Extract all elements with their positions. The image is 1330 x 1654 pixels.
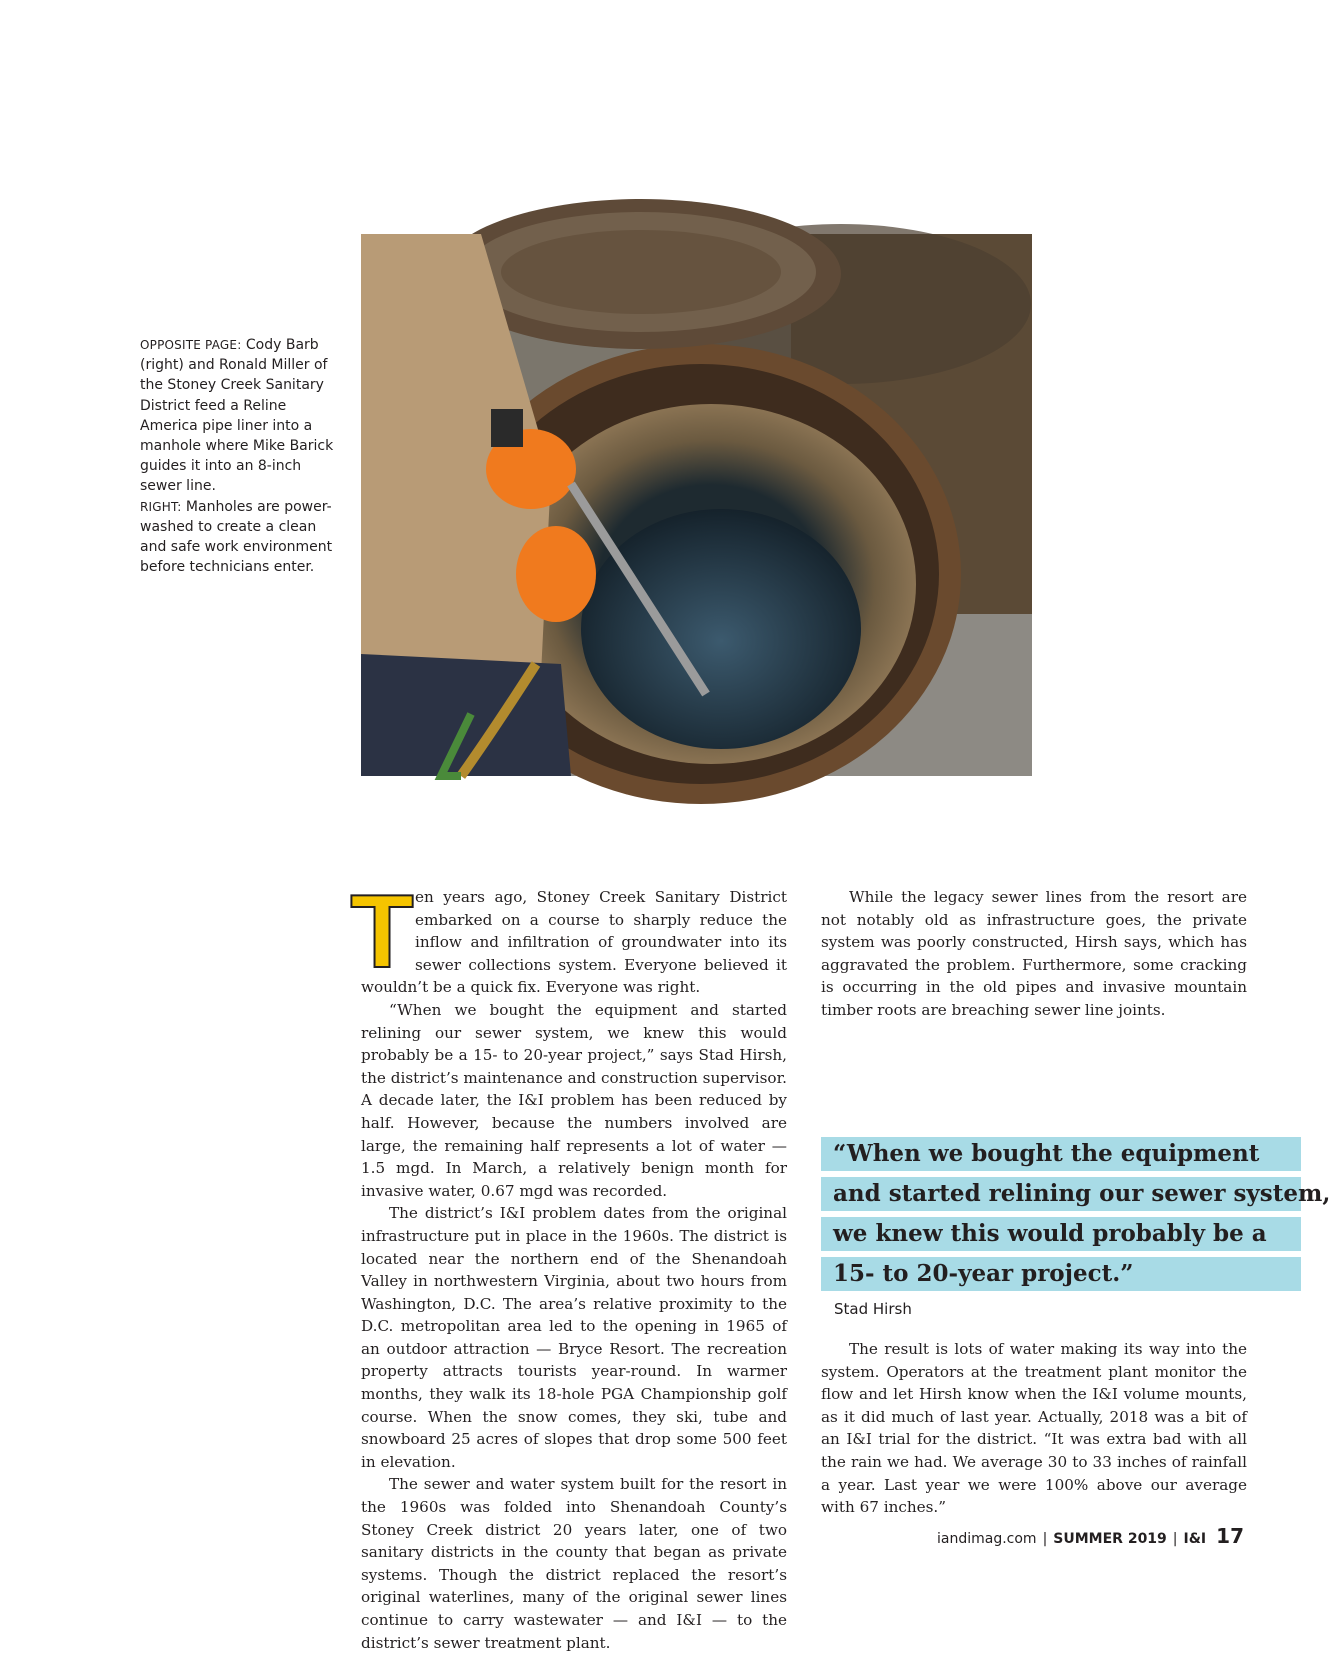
caption-text-opposite: Cody Barb (right) and Ronald Miller of the Stoney Creek Sanitary District feed a Reline America pipe liner into a manhole where Mike Barick guides it into an 8-inch sewer line. [140,337,334,495]
pull-quote-line: 15- to 20-year project.” [821,1257,1301,1291]
pull-quote-attribution: Stad Hirsh [834,1300,912,1318]
paragraph-5: While the legacy sewer lines from the resort are not notably old as infrastructure goes, the private system was poorly constructed, Hirsh says, which has aggravated the problem. Furthermore, some cracking is occurring in the old pipes and invasive mountain timber roots are breaching sewer line joints. [821,888,1247,1019]
dropcap-text: T [350,874,414,990]
page-number: 17 [1216,1524,1244,1548]
page-footer: iandimag.com | SUMMER 2019 | I&I 17 [937,1524,1244,1548]
paragraph-4: The sewer and water system built for the resort in the 1960s was folded into Shenandoah County’s Stoney Creek district 20 years later, one of two sanitary districts in the county that began as private systems. Though the district replaced the resort’s original waterlines, many of the original sewer lines continue to carry wastewater — and I&I — to the district’s sewer treatment plant. [361,1475,787,1652]
caption-lead-right: RIGHT: [140,499,182,514]
article-column-1 [350,874,787,1654]
footer-magazine: I&I [1183,1531,1207,1547]
dropcap-letter [350,874,414,990]
manhole-illustration [361,234,1032,776]
caption-text-right: Manholes are power-washed to create a clean and safe work environment before technicians enter. [140,498,333,576]
pull-quote-line: “When we bought the equipment [821,1137,1301,1171]
footer-site: iandimag.com [937,1531,1037,1547]
paragraph-1-text: en years ago, Stoney Creek Sanitary District embarked on a course to sharply reduce the inflow and infiltration of groundwater into its sewer collections system. Everyone believed it wouldn’t be a quick fix. Everyone was right. [361,888,787,997]
manhole-photo [361,234,1032,776]
paragraph-1 [350,874,787,999]
article-column-2 [821,886,1247,1022]
footer-issue: SUMMER 2019 [1053,1531,1167,1547]
pull-quote-line: and started relining our sewer system, [821,1177,1301,1211]
photo-caption [140,335,335,577]
paragraph-6: The result is lots of water making its way into the system. Operators at the treatment plant monitor the flow and let Hirsh know when the I&I volume mounts, as it did much of last year. Actually, 2018 was a bit of an I&I trial for the district. “It was extra bad with all the rain we had. We average 30 to 33 inches of rainfall a year. Last year we were 100% above our average with 67 inches.” [821,1340,1247,1517]
paragraph-3: The district’s I&I problem dates from the original infrastructure put in place in the 1960s. The district is located near the northern end of the Shenandoah Valley in northwestern Virginia, about two hours from Washington, D.C. The area’s relative proximity to the D.C. metropolitan area led to the opening in 1965 of an outdoor attraction — Bryce Resort. The recreation property attracts tourists year-round. In warmer months, they walk its 18-hole PGA Championship golf course. When the snow comes, they ski, tube and snowboard 25 acres of slopes that drop some 500 feet in elevation. [361,1204,787,1471]
caption-lead-opposite: OPPOSITE PAGE: [140,338,242,352]
pull-quote-line: we knew this would probably be a [821,1217,1301,1251]
article-column-2-continued [821,1338,1247,1519]
paragraph-2: “When we bought the equipment and started relining our sewer system, we knew this would probably be a 15- to 20-year project,” says Stad Hirsh, the district’s maintenance and construction supervisor. A decade later, the I&I problem has been reduced by half. However, because the numbers involved are large, the remaining half represents a lot of water — 1.5 mgd. In March, a relatively benign month for invasive water, 0.67 mgd was recorded. [361,1000,787,1200]
pull-quote [821,1137,1330,1297]
